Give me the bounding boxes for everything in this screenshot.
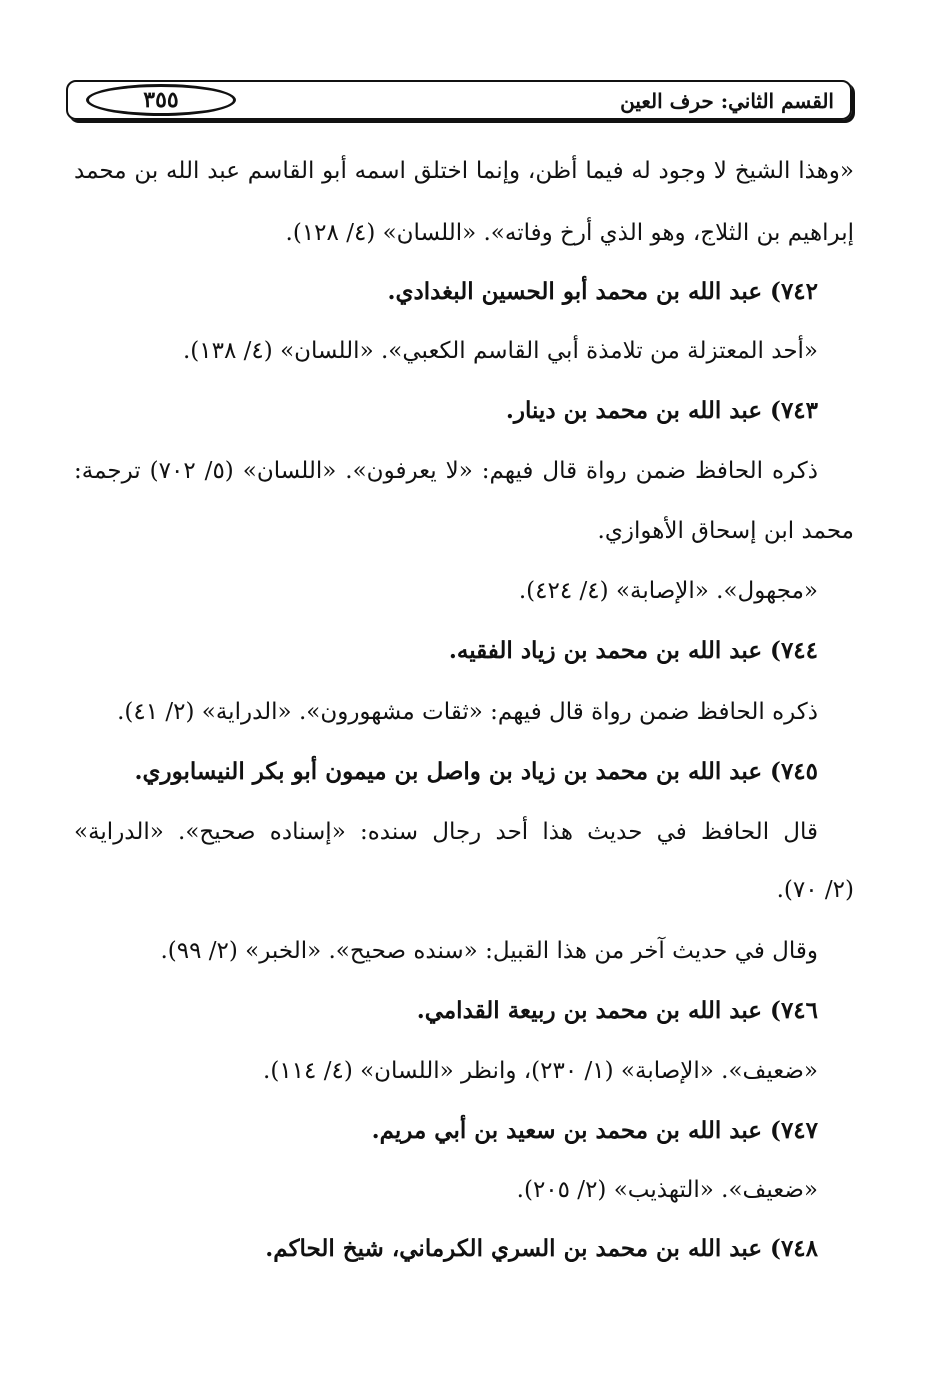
paragraph-line: ذكره الحافظ ضمن رواة قال فيهم: «ثقات مشهورون». «الدراية» (٢/ ٤١). <box>117 699 818 725</box>
entry-heading: ٧٤٢) عبد الله بن محمد أبو الحسين البغدادي. <box>387 278 818 305</box>
paragraph-line: «أحد المعتزلة من تلامذة أبي القاسم الكعبي». «اللسان» (٤/ ١٣٨). <box>183 338 818 364</box>
paragraph-line: محمد ابن إسحاق الأهوازي. <box>597 518 854 544</box>
page-number: ٣٥٥ <box>86 84 236 116</box>
paragraph-line: «ضعيف». «التهذيب» (٢/ ٢٠٥). <box>516 1177 818 1203</box>
section-title: القسم الثاني: حرف العين <box>620 89 834 113</box>
paragraph-line: (٢/ ٧٠). <box>776 877 854 903</box>
entry-heading: ٧٤٣) عبد الله بن محمد بن دينار. <box>505 397 818 424</box>
entry-heading: ٧٤٥) عبد الله بن محمد بن زياد بن واصل بن ميمون أبو بكر النيسابوري. <box>134 758 818 785</box>
paragraph-line: «وهذا الشيخ لا وجود له فيما أظن، وإنما اختلق اسمه أبو القاسم عبد الله بن محمد <box>74 158 854 184</box>
entry-heading: ٧٤٨) عبد الله بن محمد بن السري الكرماني، شيخ الحاكم. <box>265 1235 818 1262</box>
entry-heading: ٧٤٦) عبد الله بن محمد بن ربيعة القدامي. <box>416 997 818 1024</box>
paragraph-line: ذكره الحافظ ضمن رواة قال فيهم: «لا يعرفون». «اللسان» (٥/ ٧٠٢) ترجمة: <box>74 458 818 484</box>
paragraph-line: «ضعيف». «الإصابة» (١/ ٢٣٠)، وانظر «اللسان» (٤/ ١١٤). <box>263 1058 818 1084</box>
entry-heading: ٧٤٧) عبد الله بن محمد بن سعيد بن أبي مريم. <box>371 1117 818 1144</box>
paragraph-line: إبراهيم بن الثلاج، وهو الذي أرخ وفاته». «اللسان» (٤/ ١٢٨). <box>285 220 854 246</box>
paragraph-line: قال الحافظ في حديث هذا أحد رجال سنده: «إسناده صحيح». «الدراية» <box>74 819 818 845</box>
running-header <box>66 80 852 120</box>
paragraph-line: وقال في حديث آخر من هذا القبيل: «سنده صحيح». «الخبر» (٢/ ٩٩). <box>160 938 818 964</box>
paragraph-line: «مجهول». «الإصابة» (٤/ ٤٢٤). <box>518 578 818 604</box>
entry-heading: ٧٤٤) عبد الله بن محمد بن زياد الفقيه. <box>448 637 818 664</box>
